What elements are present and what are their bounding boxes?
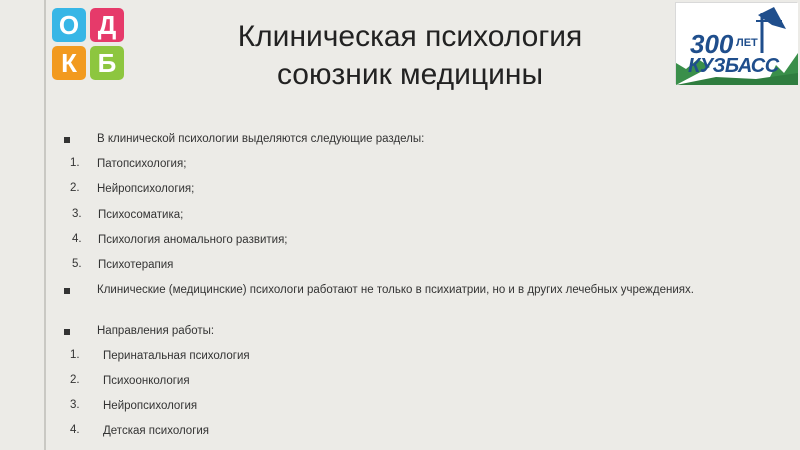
logo-tile-o: О (52, 8, 86, 42)
list-item-text: Направления работы: (97, 325, 215, 337)
kuzbass-300-logo (675, 2, 797, 84)
list-number: 1. (70, 157, 80, 169)
list-item-text: Психоонкология (103, 375, 190, 387)
list-number: 2. (70, 374, 80, 386)
list-item-text: Психосоматика; (98, 209, 184, 221)
kuzbass-let: ЛЕТ (736, 37, 758, 49)
bullet-square (64, 329, 70, 335)
list-number: 5. (72, 258, 82, 270)
logo-tile-k: К (52, 46, 86, 80)
kuzbass-name: КУЗБАСС (688, 55, 779, 77)
list-number: 1. (70, 349, 80, 361)
list-item-text: Нейропсихология; (97, 183, 195, 195)
list-number: 3. (72, 208, 82, 220)
list-item-text: Перинатальная психология (103, 350, 250, 362)
slide-title (150, 18, 670, 94)
odkb-logo (52, 8, 124, 80)
title-line-1: Клиническая психология (237, 20, 583, 53)
list-number: 2. (70, 182, 80, 194)
bullet-square (64, 137, 70, 143)
list-item-text: Детская психология (103, 425, 210, 437)
list-item-text: Клинические (медицинские) психологи работают не только в психиатрии, но и в других лечебных учреждениях. (97, 284, 694, 296)
logo-tile-d: Д (90, 8, 124, 42)
kuzbass-number: 300 (690, 29, 734, 59)
left-divider (44, 0, 46, 450)
list-number: 4. (72, 233, 82, 245)
logo-tile-b: Б (90, 46, 124, 80)
list-item-text: В клинической психологии выделяются следующие разделы: (97, 133, 425, 145)
list-number: 4. (70, 424, 80, 436)
title-line-2: союзник медицины (276, 58, 544, 91)
list-number: 3. (70, 399, 80, 411)
list-item-text: Психотерапия (98, 259, 174, 271)
bullet-square (64, 288, 70, 294)
list-item-text: Патопсихология; (97, 158, 187, 170)
list-item-text: Нейропсихология (103, 400, 198, 412)
list-item-text: Психология аномального развития; (98, 234, 288, 246)
